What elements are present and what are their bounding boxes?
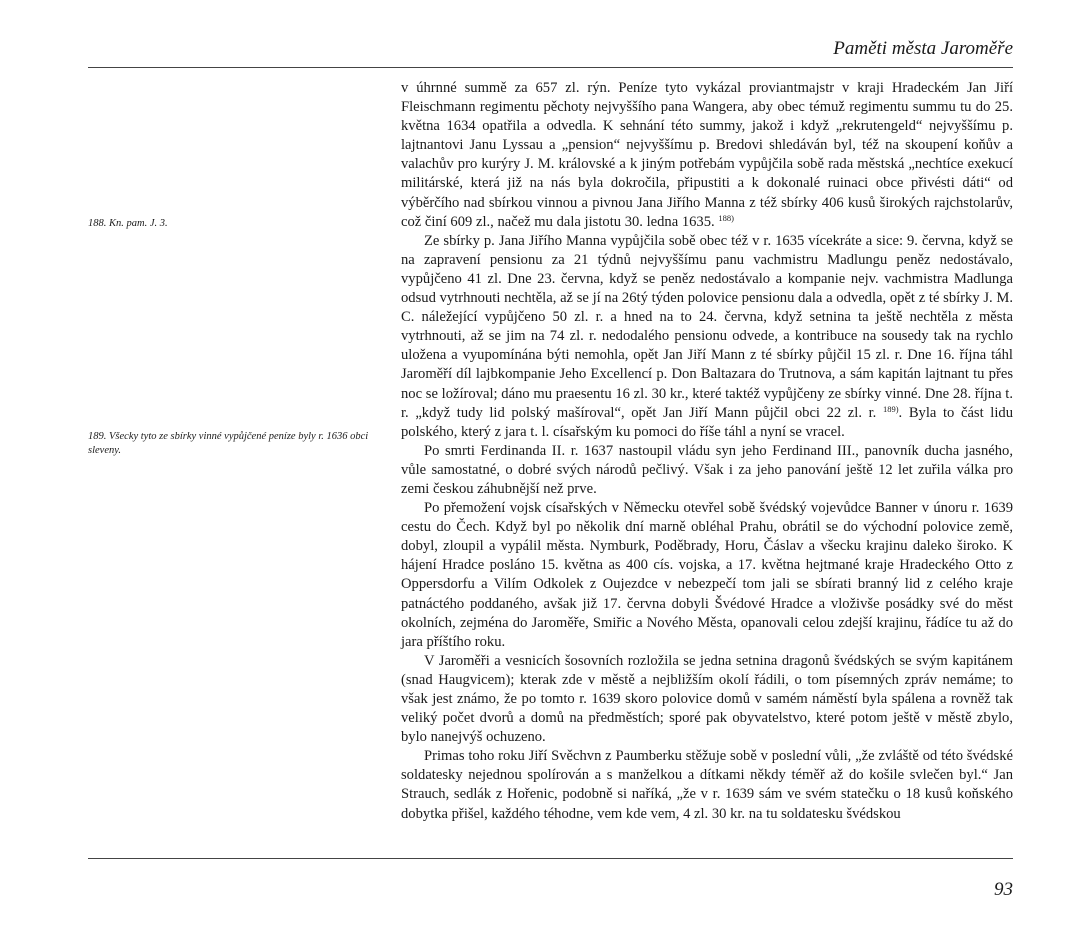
page-number: 93 (994, 879, 1013, 900)
running-header: Paměti města Jaroměře (833, 38, 1013, 59)
footnote-189: 189. Všecky tyto ze sbírky vinné vypůjčené peníze byly r. 1636 obci sleveny. (88, 431, 369, 456)
header-rule (88, 67, 1013, 68)
main-text-column (401, 79, 1013, 824)
footnote-188: 188. Kn. pam. J. 3. (88, 218, 168, 229)
footnote-ref-188: 188) (718, 212, 734, 223)
paragraph-4: Po přemožení vojsk císařských v Německu otevřel sobě švédský vojevůdce Banner v únoru r. 1639 cestu do Čech. Když byl po několik dní marně obléhal Prahu, obrátil se do východní polovice země, dobyl, zloupil a vypálil města. Nymburk, Poděbrady, Horu, Čáslav a všecku krajinu daleko široko. K hájení Hradce posláno 15. května as 400 cís. vojska, a 17. května hejtmané kraje Hradeckého Otto z Oppersdorfu a Vilím Odkolek z Oujezdce v nebezpečí tom jali se sbírati branný lid z celého kraje patnáctého poddaného, avšak již 17. června dobyli Švédové Hradce a vloživše posádky své do měst okolních, zejména do Jaroměře, Smiřic a Nového Města, opanovali celou zdejší krajinu, řádíce tu až do jara příštího roku. (401, 500, 1013, 650)
paragraph-3: Po smrti Ferdinanda II. r. 1637 nastoupil vládu syn jeho Ferdinand III., panovník ducha jasného, vůle samostatné, o dobré svých národů pečlivý. Však i za jeho panování ještě 12 let zuřila válka pro zemi českou záhubnější než prve. (401, 442, 1013, 497)
paragraph-2 (401, 232, 1013, 442)
paragraph-6: Primas toho roku Jiří Svěchvn z Paumberku stěžuje sobě v poslední vůli, „že zvláště od této švédské soldatesky nejednou spolírován a s manželkou a dítkami někdy téměř až do košile svlečen byl.“ Jan Strauch, sedlák z Hořenic, podobně si naříká, „že v r. 1639 sám ve svém statečku o 18 kusů koňského dobytka přišel, každého téhodne, vem kde vem, 4 zl. 30 kr. na tu soldatesku švédskou (401, 748, 1013, 822)
paragraph-1 (401, 79, 1013, 232)
paragraph-text: v úhrnné summě za 657 zl. rýn. Peníze tyto vykázal proviantmajstr v kraji Hradeckém Jan Jiří Fleischmann regimentu pěchoty nejvyššího pana Wangera, aby obec témuž regimentu summu tu do 25. května 1634 opatřila a odvedla. K sehnání této summy, jakož i když „rekrutengeld“ nejvyššímu p. lajtnantovi Janu Lyssau a „pension“ nejvyššímu p. Bredovi shledáván byl, též na skoupení koňův a valachův pro kurýry J. M. královské a k jiným potřebám vypůjčila sobě rada městská „nechtíce exekucí militárské, která již na nás byla dokročila, připustiti a k dokonalé ruinaci obce přivésti dáti“ od výběrčího nad sbírkou vinnou a pivnou Jana Jiřího Manna z též sbírky 406 kusů širokých rajchstolarův, což činí 609 zl., načež mu dala jistotu 30. ledna 1635. (401, 80, 1013, 230)
paragraph-text-continued: . Byla to část lidu polského, který z jara t. l. císařským ku pomoci do říše táhl a nyní se vracel. (401, 404, 1013, 440)
paragraph-5: V Jaroměři a vesnicích šosovních rozložila se jedna setnina dragonů švédských se svým kapitánem (snad Haugvicem); kterak zde v městě a nejbližším okolí řádili, o tom písemných zpráv nemáme; to však jest známo, že po tomto r. 1639 skoro polovice domů v samém náměstí byla spálena a rovněž tak veliký počet dvorů a domů na předměstích; sporé pak obyvatelstvo, které potom ještě v městě zbylo, bylo nanejvýš ochuzeno. (401, 652, 1013, 746)
footnote-ref-189: 189) (882, 403, 899, 414)
footer-rule (88, 858, 1013, 859)
paragraph-text: Ze sbírky p. Jana Jiřího Manna vypůjčila sobě obec též v r. 1635 vícekráte a sice: 9. června, když se na zapravení pensionu za 21 týdnů nejvyššímu panu vachmistru Madlungu peněz nedostávalo, vypůjčeno 41 zl. Dne 23. června, když se peněz nedostávalo a kompanie nejv. vachmistra Madlunga odsud vytrhnouti nechtěla, až se jí na 26tý týden polovice pensionu dala a odvedla, opět z té sbírky J. M. C. náležející vypůjčeno 50 zl. r. a hned na to 24. června, když setnina ta ještě nechtěla z města vytrhnouti, až se jim na 74 zl. r. nedodalého pensionu odvede, a kontribuce na sousedy tak na rychlo uložena a vyupomínána býti nemohla, opět Jan Jiří Mann z té sbírky půjčil 15 zl. r. Dne 16. října táhl Jaroměří díl lajbkompanie Jeho Excellencí p. Don Baltazara do Trutnova, a sám kapitán lajtnant tu přes noc se ložíroval; dáno mu praesentu 16 zl. 30 kr., které taktéž vypůjčeny ze sbírky vinné. Dne 28. října t. r. „když tudy lid polský mašíroval“, opět Jan Jiří Mann půjčil obci 22 zl. r. (401, 232, 1013, 421)
